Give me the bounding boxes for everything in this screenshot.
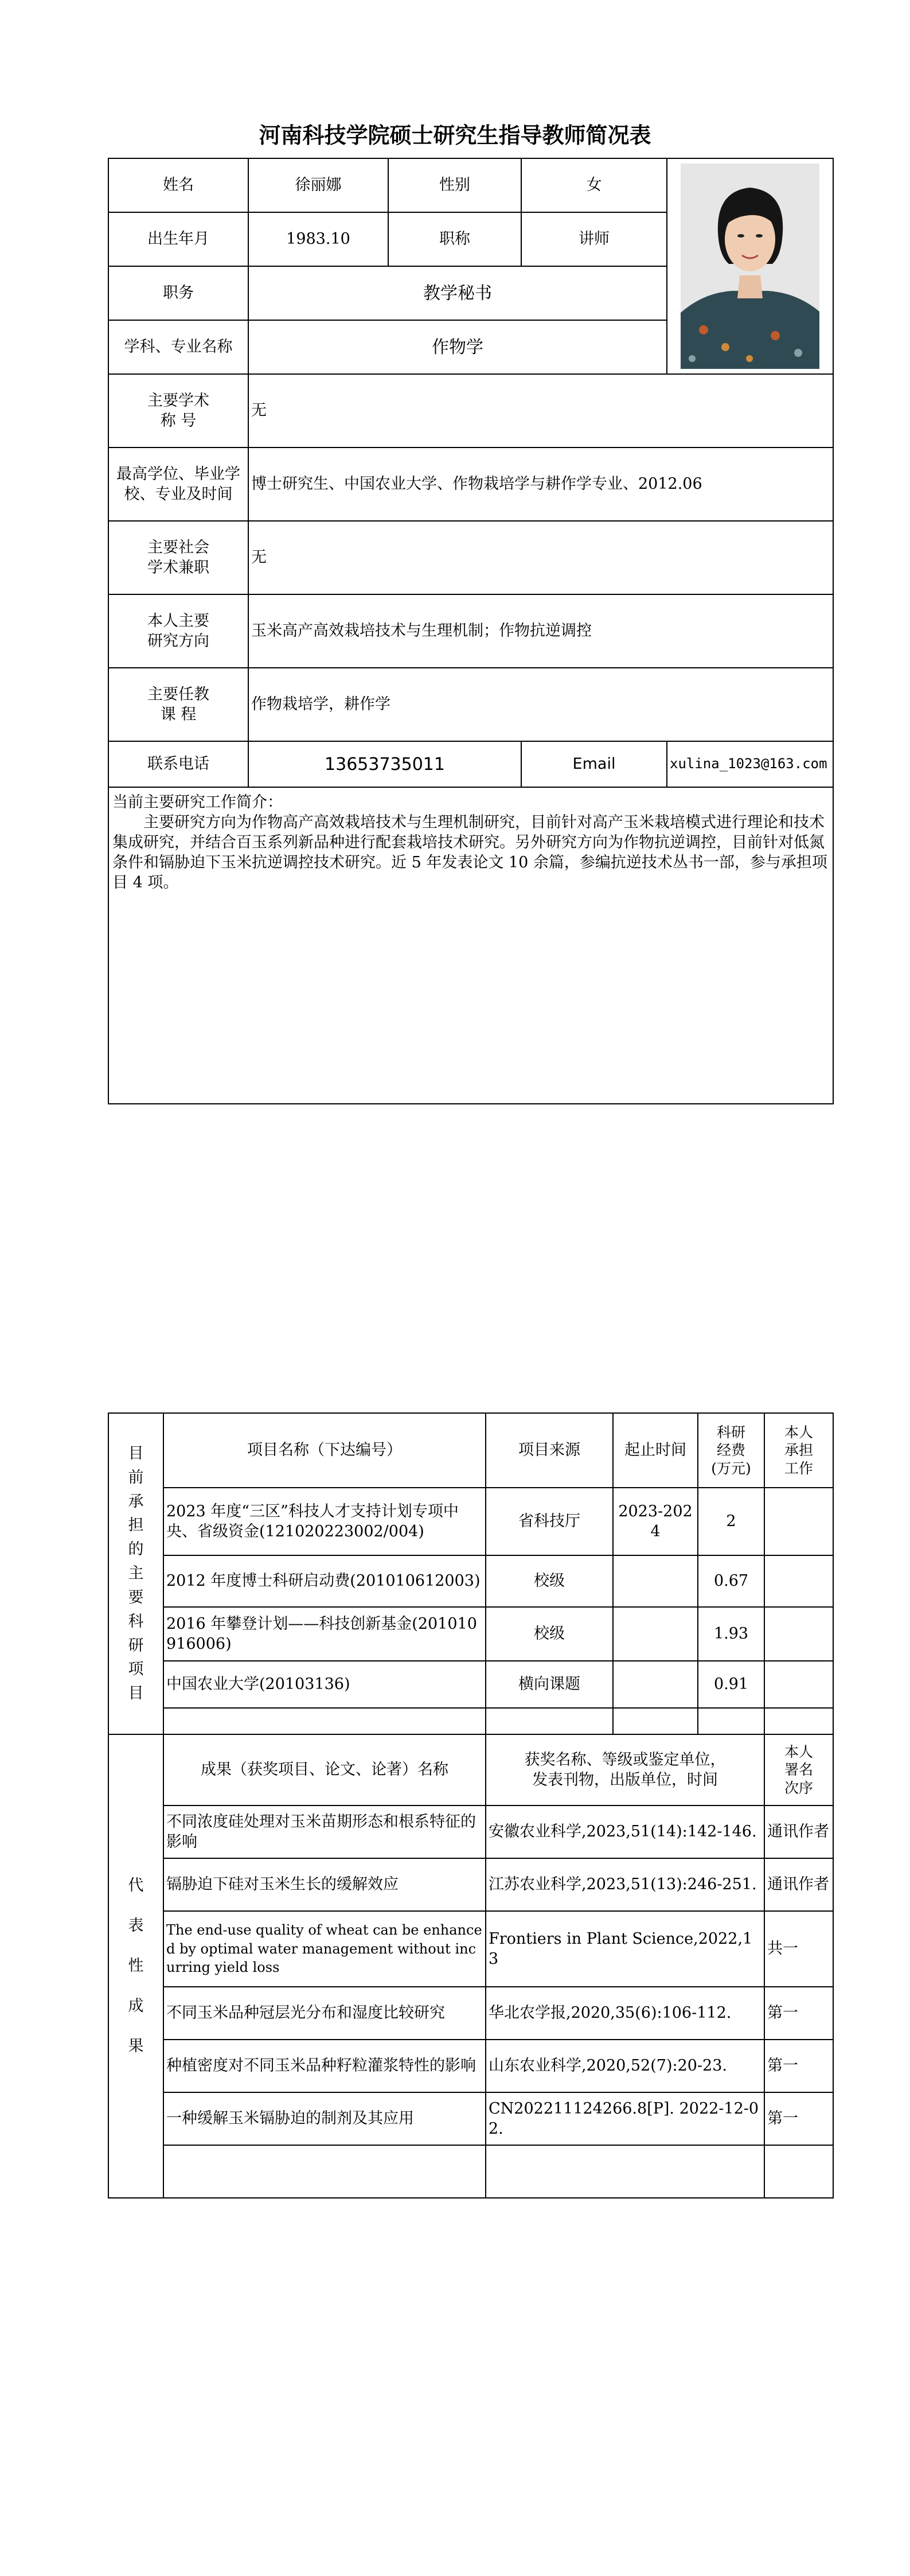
achievement-name: 不同玉米品种冠层光分布和湿度比较研究	[163, 1987, 486, 2040]
achievement-source-header	[486, 1734, 764, 1805]
email-label: Email	[521, 741, 667, 787]
project-source-header: 项目来源	[486, 1413, 613, 1488]
achievement-name: The end-use quality of wheat can be enhanced by optimal water management without incurring yield loss	[163, 1911, 486, 1987]
side-char: 性	[128, 1956, 144, 1975]
side-char: 项	[128, 1660, 144, 1679]
project-funding: 2	[698, 1488, 764, 1555]
side-char: 研	[128, 1636, 144, 1655]
projects-table	[108, 1412, 834, 2198]
phone-value: 13653735011	[248, 741, 521, 787]
post-label: 职务	[108, 266, 248, 320]
project-source: 省科技厅	[486, 1488, 613, 1555]
project-name: 2016 年攀登计划——科技创新基金(201010916006)	[163, 1607, 486, 1661]
achievement-name: 不同浓度硅处理对玉米苗期形态和根系特征的影响	[163, 1805, 486, 1858]
achievement-source: Frontiers in Plant Science,2022,13	[486, 1911, 764, 1987]
courses-label	[108, 668, 248, 741]
project-period	[613, 1607, 698, 1661]
side-char: 果	[128, 2037, 144, 2056]
research-label-line2: 研究方向	[147, 632, 209, 650]
project-source: 校级	[486, 1555, 613, 1607]
side-char: 目	[128, 1444, 144, 1462]
portrait-photo	[681, 164, 819, 369]
name-label: 姓名	[108, 158, 248, 212]
side-char: 科	[128, 1612, 144, 1631]
social-label	[108, 521, 248, 594]
table-row	[108, 1555, 833, 1607]
achievement-rank: 第一	[764, 2040, 833, 2092]
funding-header-line2: 经费	[716, 1442, 745, 1459]
achievements-side-label	[108, 1734, 163, 2198]
summary-text: 主要研究方向为作物高产高效栽培技术与生理机制研究，目前针对高产玉米栽培模式进行理论和技术集成研究，并结合百玉系列新品种进行配套栽培技术研究。另外研究方向为作物抗逆调控，目前针对低氮条件和镉胁迫下玉米抗逆调控技术研究。近 5 年发表论文 10 余篇，参编抗逆技术丛书一部，参与承担项目 4 项。	[112, 814, 827, 892]
project-funding: 0.91	[698, 1661, 764, 1708]
rank-header-line2: 署名	[784, 1761, 813, 1779]
discipline-label: 学科、专业名称	[108, 320, 248, 374]
courses-label-line1: 主要任教	[147, 685, 209, 703]
project-period	[613, 1555, 698, 1607]
side-char: 目	[128, 1684, 144, 1703]
funding-header-line1: 科研	[716, 1424, 745, 1441]
social-value: 无	[248, 521, 833, 594]
achievement-source: CN202211124266.8[P]. 2022-12-02.	[486, 2092, 764, 2145]
achievement-source: 江苏农业科学,2023,51(13):246-251.	[486, 1858, 764, 1911]
degree-label-line1: 最高学位、毕业学	[116, 465, 240, 483]
achievement-source: 山东农业科学,2020,52(7):20-23.	[486, 2040, 764, 2092]
achievement-name: 一种缓解玉米镉胁迫的制剂及其应用	[163, 2092, 486, 2145]
project-role	[764, 1555, 833, 1607]
rank-header-line3: 次序	[784, 1779, 813, 1796]
achievement-source: 华北农学报,2020,35(6):106-112.	[486, 1987, 764, 2040]
achievement-rank-header	[764, 1734, 833, 1805]
side-char: 承	[128, 1492, 144, 1511]
project-period-header: 起止时间	[613, 1413, 698, 1488]
research-label-line1: 本人主要	[147, 612, 209, 630]
job-title-label: 职称	[388, 212, 521, 266]
projects-side-label	[108, 1413, 163, 1734]
gender-value: 女	[521, 158, 667, 212]
achievement-rank: 共一	[764, 1911, 833, 1987]
project-funding-header	[698, 1413, 764, 1488]
project-funding: 1.93	[698, 1607, 764, 1661]
table-row-empty	[108, 1708, 833, 1734]
degree-label	[108, 448, 248, 521]
email-value: xulina_1023@163.com	[667, 741, 833, 787]
courses-label-line2: 课 程	[160, 706, 197, 723]
degree-label-line2: 校、专业及时间	[124, 485, 233, 503]
page-title: 河南科技学院硕士研究生指导教师简况表	[259, 123, 651, 148]
table-row	[108, 1661, 833, 1708]
side-char: 前	[128, 1468, 144, 1487]
courses-value: 作物栽培学，耕作学	[248, 668, 833, 741]
research-label	[108, 594, 248, 668]
photo-cell	[667, 158, 833, 374]
source-header-line1: 获奖名称、等级或鉴定单位，	[524, 1750, 726, 1769]
table-row	[108, 1805, 833, 1858]
project-funding: 0.67	[698, 1555, 764, 1607]
project-role	[764, 1661, 833, 1708]
role-header-line3: 工作	[784, 1460, 813, 1477]
job-title-value: 讲师	[521, 212, 667, 266]
achievement-rank: 第一	[764, 1987, 833, 2040]
table-row	[108, 1987, 833, 2040]
funding-header-line3: (万元)	[711, 1460, 751, 1477]
role-header-line1: 本人	[784, 1424, 813, 1441]
achievement-rank: 通讯作者	[764, 1805, 833, 1858]
achievement-source: 安徽农业科学,2023,51(14):142-146.	[486, 1805, 764, 1858]
project-source: 横向课题	[486, 1661, 613, 1708]
table-row	[108, 1858, 833, 1911]
side-char: 代	[128, 1876, 144, 1894]
side-char: 主	[128, 1565, 144, 1583]
academic-title-value: 无	[248, 374, 833, 448]
discipline-value: 作物学	[248, 320, 667, 374]
achievement-name-header: 成果（获奖项目、论文、论著）名称	[163, 1734, 486, 1805]
research-summary	[108, 787, 833, 1104]
table-row	[108, 1488, 833, 1555]
birth-label: 出生年月	[108, 212, 248, 266]
achievement-rank: 第一	[764, 2092, 833, 2145]
academic-title-label-line1: 主要学术	[147, 391, 209, 410]
social-label-line1: 主要社会	[147, 538, 209, 557]
project-role	[764, 1607, 833, 1661]
academic-title-label	[108, 374, 248, 448]
project-period	[613, 1661, 698, 1708]
profile-table	[108, 158, 834, 1104]
project-source: 校级	[486, 1607, 613, 1661]
table-row	[108, 1911, 833, 1987]
social-label-line2: 学术兼职	[147, 559, 209, 577]
table-row-empty	[108, 2145, 833, 2198]
phone-label: 联系电话	[108, 741, 248, 787]
project-name-header: 项目名称（下达编号）	[163, 1413, 486, 1488]
side-char: 担	[128, 1516, 144, 1535]
gender-label: 性别	[388, 158, 521, 212]
post-value: 教学秘书	[248, 266, 667, 320]
side-char: 表	[128, 1916, 144, 1935]
rank-header-line1: 本人	[784, 1744, 813, 1761]
table-row	[108, 2092, 833, 2145]
summary-heading: 当前主要研究工作简介：	[112, 793, 283, 811]
academic-title-label-line2: 称 号	[160, 412, 197, 430]
degree-value: 博士研究生、中国农业大学、作物栽培学与耕作学专业、2012.06	[248, 448, 833, 521]
project-period: 2023-2024	[613, 1488, 698, 1555]
project-name: 2023 年度“三区”科技人才支持计划专项中央、省级资金(121020223002/004)	[163, 1488, 486, 1555]
role-header-line2: 承担	[784, 1442, 813, 1459]
project-role-header	[764, 1413, 833, 1488]
table-row	[108, 2040, 833, 2092]
achievement-rank: 通讯作者	[764, 1858, 833, 1911]
project-name: 2012 年度博士科研启动费(201010612003)	[163, 1555, 486, 1607]
project-role	[764, 1488, 833, 1555]
name-value: 徐丽娜	[248, 158, 388, 212]
source-header-line2: 发表刊物，出版单位，时间	[532, 1771, 718, 1789]
table-row	[108, 1607, 833, 1661]
birth-value: 1983.10	[248, 212, 388, 266]
achievement-name: 镉胁迫下硅对玉米生长的缓解效应	[163, 1858, 486, 1911]
side-char: 要	[128, 1588, 144, 1606]
achievement-name: 种植密度对不同玉米品种籽粒灌浆特性的影响	[163, 2040, 486, 2092]
project-name: 中国农业大学(20103136)	[163, 1661, 486, 1708]
research-value: 玉米高产高效栽培技术与生理机制；作物抗逆调控	[248, 594, 833, 668]
side-char: 成	[128, 1997, 144, 2015]
side-char: 的	[128, 1540, 144, 1559]
